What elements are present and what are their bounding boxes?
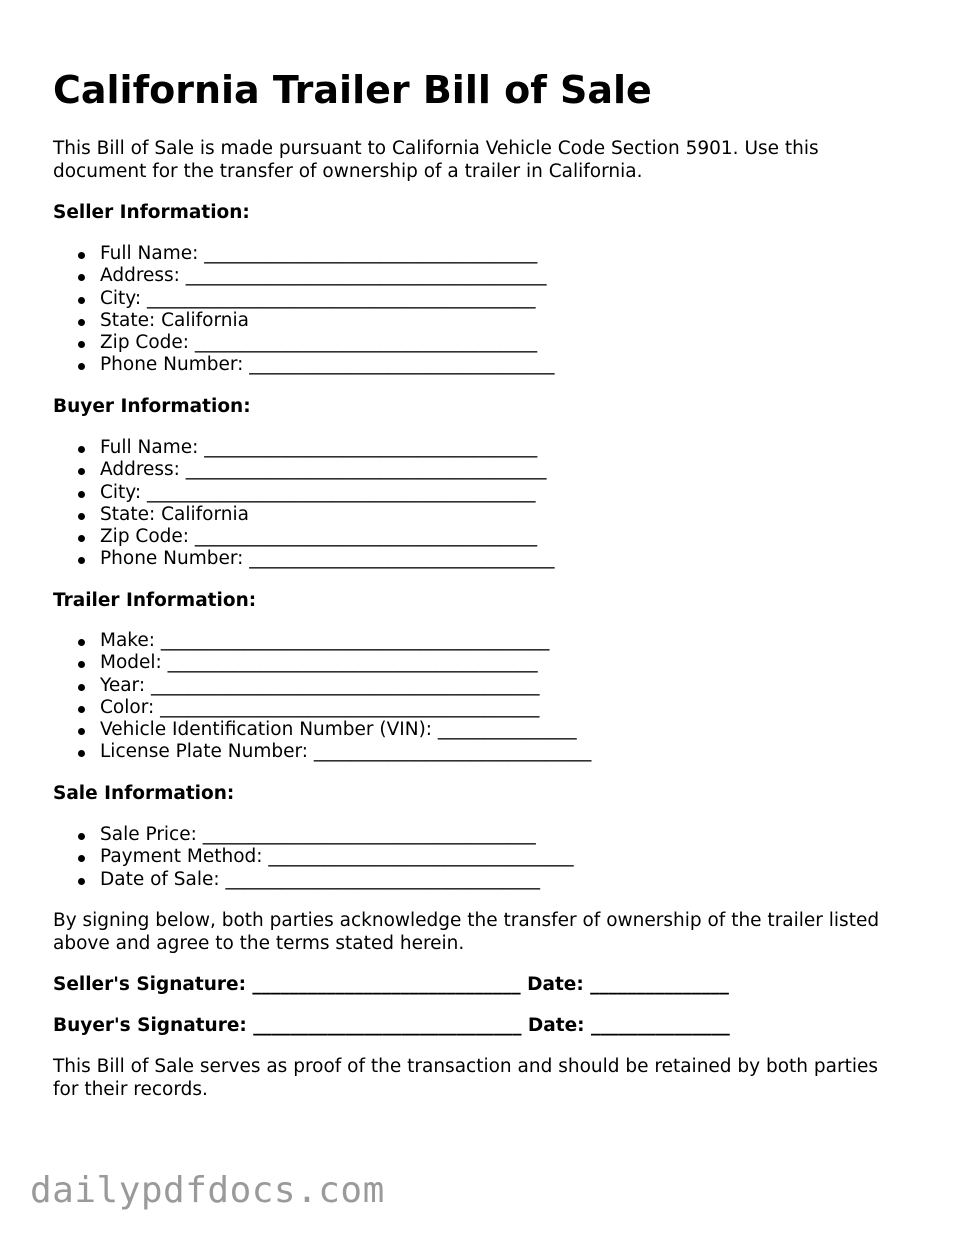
document-title: California Trailer Bill of Sale [53,68,652,112]
sale-price-field[interactable]: Sale Price: ____________________________________ [53,824,574,846]
trailer-year-field[interactable]: Year: __________________________________________ [53,675,591,697]
seller-heading: Seller Information: [53,202,250,223]
seller-state-field: State: California [53,310,555,332]
trailer-heading: Trailer Information: [53,590,257,611]
buyer-signature-line[interactable]: Buyer's Signature: _____________________________ Date: _______________ [53,1015,730,1036]
buyer-state-field: State: California [53,504,555,526]
buyer-heading: Buyer Information: [53,396,251,417]
sale-heading: Sale Information: [53,783,235,804]
date-of-sale-field[interactable]: Date of Sale: __________________________________ [53,869,574,891]
trailer-plate-field[interactable]: License Plate Number: ______________________________ [53,741,591,763]
trailer-color-field[interactable]: Color: _________________________________________ [53,697,591,719]
acknowledgement-paragraph: By signing below, both parties acknowledge the transfer of ownership of the trailer listed above and agree to the terms stated herein. [53,910,880,954]
seller-address-field[interactable]: Address: _______________________________________ [53,265,555,287]
buyer-zip-field[interactable]: Zip Code: _____________________________________ [53,526,555,548]
watermark: dailypdfdocs.com [30,1170,385,1211]
intro-paragraph: This Bill of Sale is made pursuant to California Vehicle Code Section 5901. Use this document for the transfer of ownership of a trailer in California. [53,138,819,182]
buyer-address-field[interactable]: Address: _______________________________________ [53,459,555,481]
buyer-phone-field[interactable]: Phone Number: _________________________________ [53,548,555,570]
trailer-field-list [53,630,591,764]
trailer-vin-field[interactable]: Vehicle Identification Number (VIN): _______________ [53,719,591,741]
seller-field-list [53,243,555,377]
trailer-model-field[interactable]: Model: ________________________________________ [53,652,591,674]
seller-city-field[interactable]: City: __________________________________________ [53,288,555,310]
trailer-make-field[interactable]: Make: __________________________________________ [53,630,591,652]
buyer-field-list [53,437,555,571]
seller-full-name-field[interactable]: Full Name: ____________________________________ [53,243,555,265]
buyer-full-name-field[interactable]: Full Name: ____________________________________ [53,437,555,459]
sale-field-list [53,824,574,891]
seller-zip-field[interactable]: Zip Code: _____________________________________ [53,332,555,354]
closing-paragraph: This Bill of Sale serves as proof of the transaction and should be retained by both parties for their records. [53,1056,879,1100]
seller-phone-field[interactable]: Phone Number: _________________________________ [53,354,555,376]
seller-signature-line[interactable]: Seller's Signature: _____________________________ Date: _______________ [53,974,729,995]
buyer-city-field[interactable]: City: __________________________________________ [53,482,555,504]
payment-method-field[interactable]: Payment Method: _________________________________ [53,846,574,868]
